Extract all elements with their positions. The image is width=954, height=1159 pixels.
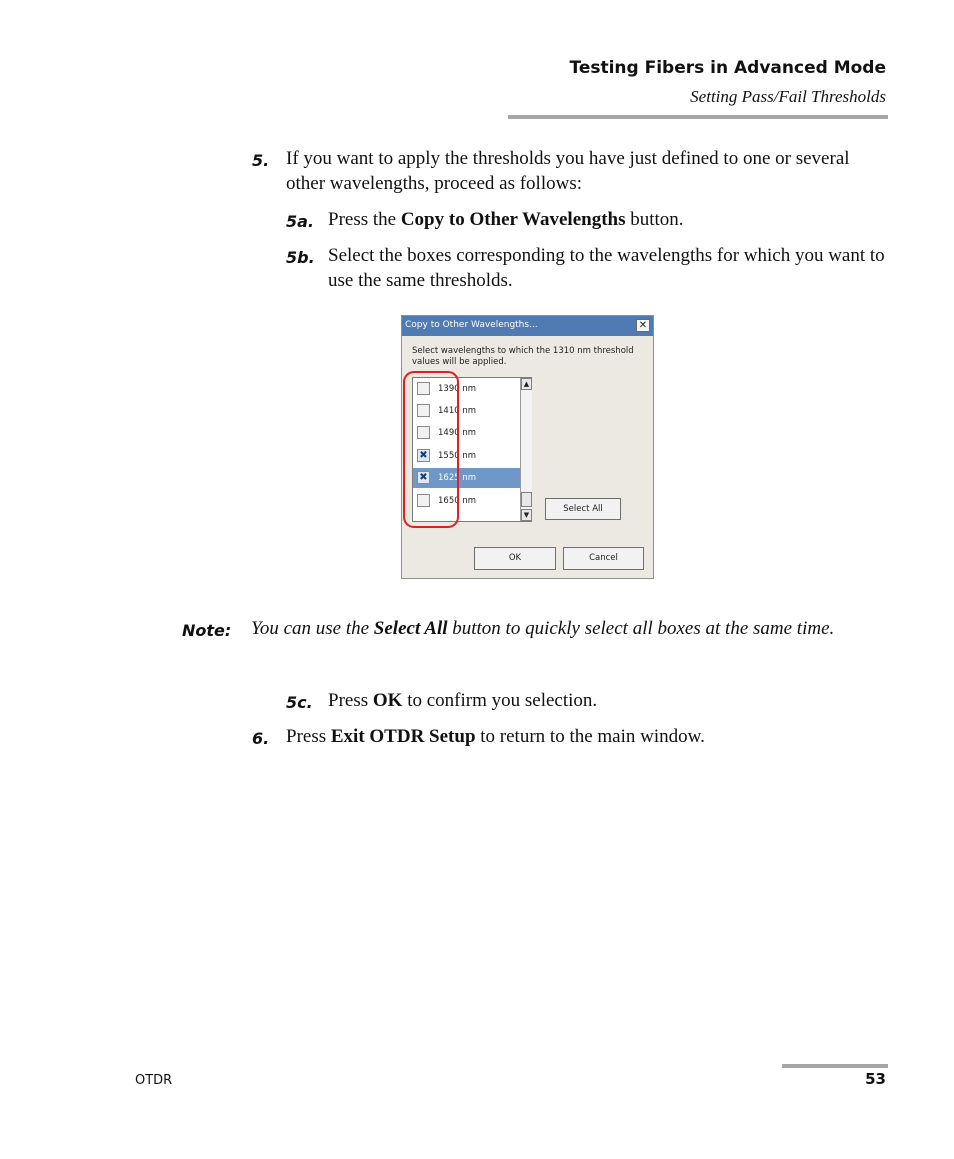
ok-button[interactable]: OK [474,547,556,570]
scroll-thumb[interactable] [521,492,532,507]
checkbox-1550[interactable]: ✖ [417,449,430,462]
step-5c-text: Press OK to confirm you selection. [328,690,598,711]
step-5a-text: Press the Copy to Other Wavelengths button. [328,209,684,230]
note-text: You can use the Select All button to quickly select all boxes at the same time. [251,618,835,639]
step-6-bold: Exit OTDR Setup [330,726,476,747]
wavelength-label: 1490 nm [438,428,477,438]
note-label: Note: [182,621,232,640]
list-scrollbar[interactable] [520,378,532,521]
step-5c-bold: OK [372,690,403,711]
step-6-text: Press Exit OTDR Setup to return to the main window. [286,726,705,747]
step-5-text: If you want to apply the thresholds you have just defined to one or several other wavelengths, proceed as follows: [286,148,850,194]
checkbox-highlight-annotation [403,371,459,528]
step-5a-bold: Copy to Other Wavelengths [400,209,626,230]
step-5b-number: 5b. [286,248,315,267]
step-5b-text: Select the boxes corresponding to the wavelengths for which you want to use the same thresholds. [328,245,885,291]
select-all-button[interactable]: Select All [545,498,621,520]
close-icon[interactable]: ✕ [636,319,650,332]
step-5c-number: 5c. [286,693,313,712]
header-rule [508,115,888,119]
wavelength-label: 1625 nm [438,473,477,483]
page-header-subtitle: Setting Pass/Fail Thresholds [690,87,886,106]
wavelength-label: 1390 nm [438,384,477,394]
page-header-title: Testing Fibers in Advanced Mode [569,58,886,78]
dialog-title: Copy to Other Wavelengths... [405,320,538,330]
footer-rule [782,1064,888,1068]
scroll-down-icon[interactable]: ▼ [521,509,532,521]
scroll-up-icon[interactable]: ▲ [521,378,532,390]
dialog-titlebar [402,316,653,336]
checkbox-1625[interactable]: ✖ [417,471,430,484]
step-5a-number: 5a. [286,212,315,231]
page-number: 53 [865,1070,886,1088]
cancel-button[interactable]: Cancel [563,547,644,570]
step-5-number: 5. [252,151,270,170]
note-bold: Select All [373,618,448,639]
wavelength-label: 1550 nm [438,451,477,461]
dialog-instruction: Select wavelengths to which the 1310 nm threshold values will be applied. [412,346,634,367]
wavelength-label: 1410 nm [438,406,477,416]
step-6-number: 6. [252,729,270,748]
wavelength-label: 1650 nm [438,496,477,506]
footer-product: OTDR [135,1073,173,1088]
